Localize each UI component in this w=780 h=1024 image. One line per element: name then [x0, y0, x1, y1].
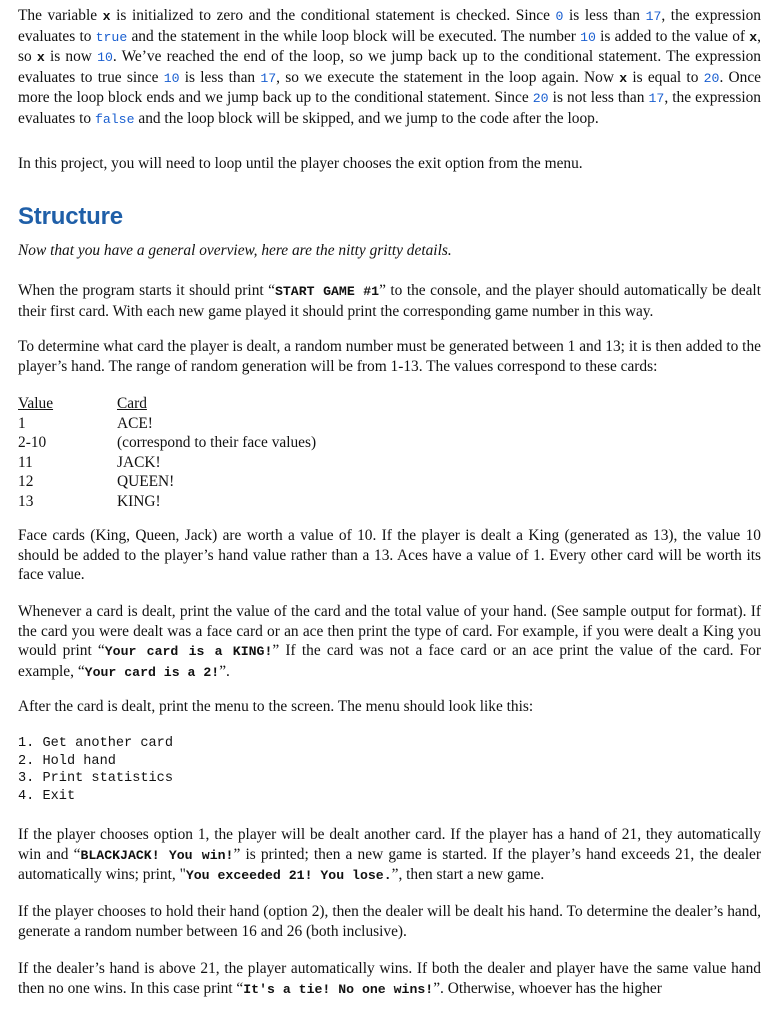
table-cell: 13: [18, 492, 34, 510]
text-run: , so we execute the statement in the loop again. Now: [276, 68, 620, 86]
code-inline: 17: [648, 91, 665, 106]
code-inline: 17: [645, 9, 662, 24]
text-run: , the expression evaluates to: [18, 7, 761, 45]
card-value-table: [18, 394, 316, 511]
text-run: If the player chooses option 1, the player will be dealt another card. If the player has a hand of 21, they automatically win and “: [18, 826, 761, 863]
option-one-paragraph: [18, 825, 761, 886]
text-run: ” If the card was not a face card or an ace print the value of the card. For example, “: [18, 642, 762, 680]
text-run: is less than: [179, 68, 261, 86]
dealer-outcome-paragraph: [18, 959, 761, 999]
table-row: [18, 433, 316, 453]
code-inline: 10: [163, 70, 180, 86]
section-heading: Structure: [18, 203, 123, 230]
code-inline: true: [95, 29, 128, 45]
code-inline: Your card is a 2!: [84, 664, 220, 680]
table-cell: ACE!: [117, 414, 153, 432]
text-run: is equal to: [627, 68, 704, 86]
text-run: ”.: [219, 662, 230, 680]
text-run: The variable: [18, 7, 103, 24]
text-run: If the dealer’s hand is above 21, the player automatically wins. If both the dealer and player have the same value hand then no one wins. In this case print “: [18, 960, 761, 997]
menu-line: 4. Exit: [18, 788, 76, 804]
text-run: ” is printed; then a new game is started. If the player’s hand exceeds 21, the dealer automatically wins; print, ": [18, 845, 761, 883]
table-row: [18, 414, 316, 434]
code-inline: It's a tie! No one wins!: [243, 981, 434, 997]
text-run: , the expression evaluates to: [18, 89, 761, 127]
card-dealt-output-paragraph: [18, 602, 761, 682]
option-two-paragraph: If the player chooses to hold their hand (option 2), then the dealer will be dealt his hand. To determine the dealer’s hand, generate a random number between 16 and 26 (both inclusive).: [18, 903, 761, 940]
table-cell: 1: [18, 414, 26, 432]
table-header-row: [18, 394, 316, 414]
menu-code-block: [18, 735, 173, 805]
text-run: is now: [44, 48, 98, 65]
text-run: , so: [18, 27, 761, 65]
start-game-paragraph: [18, 281, 761, 321]
column-header-card: Card: [117, 395, 147, 412]
text-run: and the statement in the while loop block will be executed. The number: [127, 27, 581, 45]
code-inline: 17: [260, 70, 277, 86]
code-inline: x: [619, 70, 628, 86]
text-run: Whenever a card is dealt, print the value of the card and the total value of your hand. (See sample output for format). If the card you were dealt was a face card or an ace then print the type of card. For example, if you were dealt a King you would print “: [18, 603, 761, 659]
text-run: is not less than: [548, 89, 649, 106]
text-run: ” to the console, and the player should automatically be dealt their first card. With each new game played it should print the corresponding game number in this way.: [18, 282, 761, 320]
text-run: is added to the value of: [595, 27, 750, 45]
menu-line: 1. Get another card: [18, 736, 173, 751]
text-run: . We’ve reached the end of the loop, so we jump back up to the conditional statement. The expression evaluates to true since: [18, 48, 761, 86]
table-row: [18, 453, 316, 473]
code-inline: 10: [97, 50, 113, 65]
loop-explanation-paragraph: [18, 6, 761, 129]
table-cell: KING!: [117, 492, 161, 510]
random-card-paragraph: To determine what card the player is dealt, a random number must be generated between 1 and 13; it is then added to the player’s hand. The range of random generation will be from 1-13. The values correspond to these cards:: [18, 338, 761, 375]
code-inline: x: [749, 29, 758, 45]
code-inline: 10: [580, 29, 596, 45]
text-run: and the loop block will be skipped, and we jump to the code after the loop.: [134, 109, 599, 127]
face-card-value-paragraph: Face cards (King, Queen, Jack) are worth a value of 10. If the player is dealt a King (generated as 13), the value 10 should be added to the player’s hand value rather than a 13. Aces have a value of 1. Every other card will be worth its face value.: [18, 527, 761, 583]
code-inline: BLACKJACK! You win!: [80, 847, 234, 863]
table-cell: 12: [18, 473, 34, 490]
table-row: [18, 492, 316, 512]
table-cell: 11: [18, 453, 33, 471]
text-run: When the program starts it should print “: [18, 282, 275, 299]
text-run: ”, then start a new game.: [391, 866, 545, 883]
code-inline: START GAME #1: [274, 284, 380, 299]
table-cell: JACK!: [117, 453, 161, 471]
menu-intro-paragraph: After the card is dealt, print the menu to the screen. The menu should look like this:: [18, 698, 534, 715]
code-inline: 20: [703, 70, 720, 86]
text-run: . Once more the loop block ends and we jump back up to the conditional statement. Since: [18, 68, 762, 106]
code-inline: x: [36, 50, 45, 65]
text-run: is initialized to zero and the conditional statement is checked. Since: [110, 7, 556, 24]
section-subtitle: Now that you have a general overview, here are the nitty gritty details.: [18, 242, 452, 259]
code-inline: You exceeded 21! You lose.: [185, 868, 392, 883]
code-inline: x: [102, 9, 111, 24]
loop-requirement-paragraph: In this project, you will need to loop until the player chooses the exit option from the menu.: [18, 155, 583, 172]
code-inline: false: [94, 111, 135, 127]
menu-line: 2. Hold hand: [18, 753, 116, 769]
code-inline: Your card is a KING!: [104, 644, 273, 659]
table-cell: QUEEN!: [117, 473, 175, 490]
text-run: is less than: [563, 7, 646, 24]
table-cell: (correspond to their face values): [117, 434, 317, 451]
code-inline: 20: [532, 91, 549, 106]
table-cell: 2-10: [18, 434, 47, 451]
menu-line: 3. Print statistics: [18, 771, 173, 786]
table-row: [18, 472, 316, 492]
text-run: ”. Otherwise, whoever has the higher: [433, 979, 662, 997]
column-header-value: Value: [18, 395, 54, 412]
code-inline: 0: [555, 9, 564, 24]
